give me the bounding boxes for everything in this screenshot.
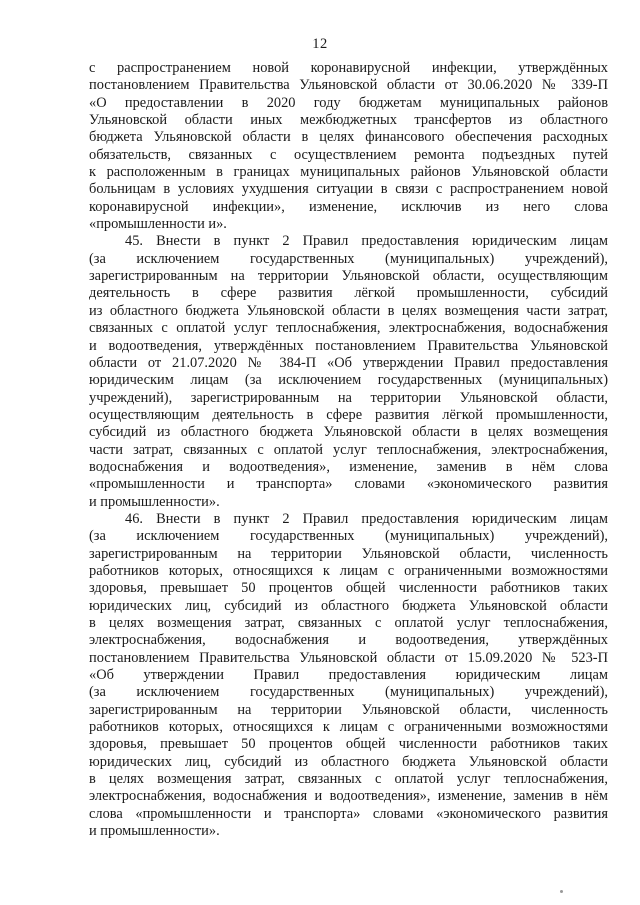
text-line: зарегистрированным на территории Ульяновской области, численность [89,545,608,562]
text-line: и водоотведения, утверждённых постановлением Правительства Ульяновской [89,337,608,354]
text-line: зарегистрированным на территории Ульяновской области, осуществляющим [89,268,608,285]
text-line: и промышленности». [89,823,220,840]
document-body [89,60,608,840]
text-line: осуществляющим деятельность в сфере развития лёгкой промышленности, [89,406,608,423]
text-line: бюджета Ульяновской области в целях финансового обеспечения расходных [89,129,608,146]
text-line: постановлением Правительства Ульяновской области от 30.06.2020 № 339-П [89,77,608,94]
text-line: с распространением новой коронавирусной инфекции, утверждённых [89,60,608,76]
text-line: учреждений), зарегистрированным на территории Ульяновской области, [89,389,608,406]
text-line: коронавирусной инфекции», изменение, исключив из него слова [89,198,608,215]
text-line: «Об утверждении Правил предоставления юридическим лицам [89,667,608,684]
text-line: субсидий из областного бюджета Ульяновской области в целях возмещения [89,424,608,441]
text-line: 45. Внести в пункт 2 Правил предоставления юридическим лицам [125,233,608,250]
text-line: 46. Внести в пункт 2 Правил предоставления юридическим лицам [125,510,608,527]
text-line: здоровья, превышает 50 процентов общей численности работников таких [89,736,608,753]
text-line: работников которых, относящихся к лицам с ограниченными возможностями [89,562,608,579]
text-line: деятельность в сфере развития лёгкой промышленности, субсидий [89,285,608,302]
scan-speck [560,890,563,893]
text-line: (за исключением государственных (муниципальных) учреждений), [89,528,608,545]
text-line: в целях возмещения затрат, связанных с оплатой услуг теплоснабжения, [89,615,608,631]
text-line: связанных с оплатой услуг теплоснабжения, электроснабжения, водоснабжения [89,320,608,337]
text-line: «промышленности и транспорта» словами «экономического развития [89,476,608,493]
text-line: области от 21.07.2020 № 384-П «Об утверждении Правил предоставления [89,354,608,371]
text-line: в целях возмещения затрат, связанных с оплатой услуг теплоснабжения, [89,771,608,788]
text-line: больницам в условиях ухудшения ситуации в связи с распространением новой [89,181,608,198]
text-line: работников которых, относящихся к лицам с ограниченными возможностями [89,719,608,736]
text-line: юридическим лицам (за исключением государственных (муниципальных) [89,372,608,389]
text-line: «промышленности и». [89,216,227,233]
text-line: постановлением Правительства Ульяновской области от 15.09.2020 № 523-П [89,649,608,666]
text-line: обязательств, связанных с осуществлением ремонта подъездных путей [89,146,608,163]
text-line: юридических лиц, субсидий из областного бюджета Ульяновской области [89,597,608,614]
text-line: из областного бюджета Ульяновской области в целях возмещения части затрат, [89,302,608,319]
text-line: и промышленности». [89,493,220,510]
text-line: (за исключением государственных (муниципальных) учреждений), [89,250,608,267]
text-line: электроснабжения, водоснабжения и водоотведения», изменение, заменив в нём [89,788,608,805]
text-line: «О предоставлении в 2020 году бюджетам муниципальных районов [89,94,608,111]
text-line: электроснабжения, водоснабжения и водоотведения, утверждённых [89,632,608,649]
text-line: здоровья, превышает 50 процентов общей численности работников таких [89,580,608,597]
text-line: к расположенным в границах муниципальных районов Ульяновской области [89,164,608,181]
text-line: слова «промышленности и транспорта» словами «экономического развития [89,805,608,822]
text-line: Ульяновской области иных межбюджетных трансфертов из областного [89,112,608,129]
text-line: части затрат, связанных с оплатой услуг теплоснабжения, электроснабжения, [89,441,608,458]
text-line: зарегистрированным на территории Ульяновской области, численность [89,701,608,718]
text-line: водоснабжения и водоотведения», изменение, заменив в нём слова [89,458,608,475]
page-number: 12 [312,36,328,52]
text-line: (за исключением государственных (муниципальных) учреждений), [89,684,608,701]
text-line: юридических лиц, субсидий из областного бюджета Ульяновской области [89,753,608,770]
